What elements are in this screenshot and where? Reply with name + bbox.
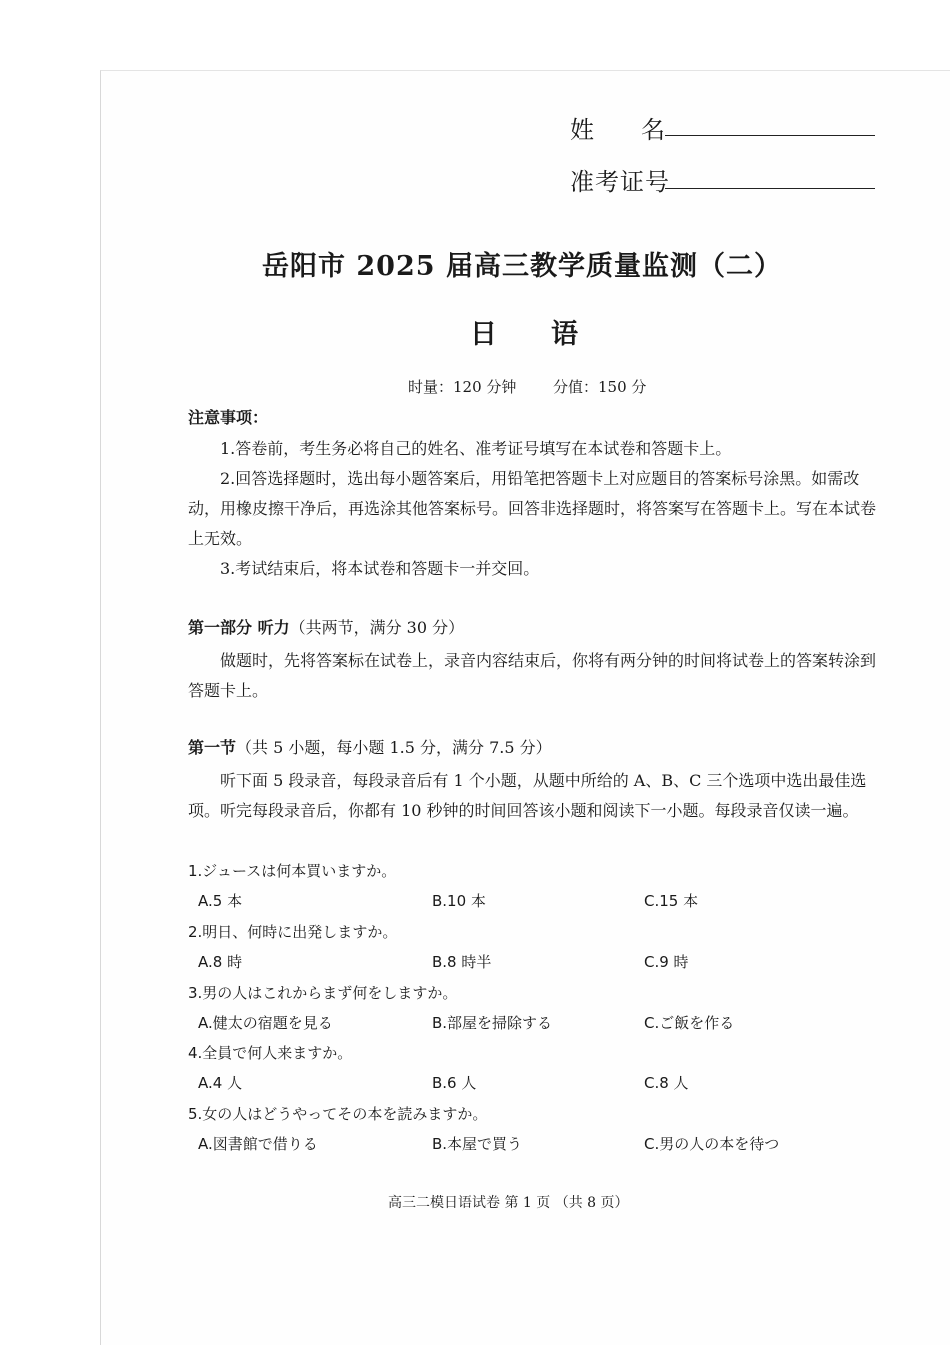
- question-2-option-c[interactable]: C.9 時: [644, 953, 689, 971]
- name-input-line[interactable]: [665, 135, 875, 136]
- name-label-char-2: 名: [641, 116, 666, 144]
- note-item-2: 2.回答选择题时，选出每小题答案后，用铅笔把答题卡上对应题目的答案标号涂黑。如需改动，用橡皮擦干净后，再选涂其他答案标号。回答非选择题时，将答案写在答题卡上。写在本试卷上无效。: [188, 469, 877, 548]
- part1-heading-bold: 第一部分 听力: [188, 618, 290, 637]
- exam-time: 时量：120 分钟: [408, 378, 517, 396]
- question-3-option-b[interactable]: B.部屋を掃除する: [432, 1014, 553, 1032]
- subject-title: 日 语: [470, 319, 578, 350]
- part1-heading-rest: （共两节，满分 30 分）: [289, 618, 465, 637]
- section1-heading-rest: （共 5 小题，每小题 1.5 分，满分 7.5 分）: [236, 738, 552, 757]
- question-1-option-a[interactable]: A.5 本: [198, 892, 243, 910]
- question-4: 4.全員で何人来ますか。: [188, 1044, 353, 1062]
- page-title: 岳阳市 2025 届高三教学质量监测（二）: [262, 251, 782, 282]
- section1-heading: [188, 733, 552, 763]
- section1-instructions: 听下面 5 段录音，每段录音后有 1 个小题，从题中所给的 A、B、C 三个选项中选出最佳选项。听完每段录音后，你都有 10 秒钟的时间回答该小题和阅读下一小题。每段录音仅读一遍。: [188, 771, 867, 820]
- question-5-option-b[interactable]: B.本屋で買う: [432, 1135, 523, 1153]
- question-2-option-a[interactable]: A.8 時: [198, 953, 243, 971]
- exam-score: 分值：150 分: [553, 378, 647, 396]
- exam-id-input-line[interactable]: [665, 188, 875, 189]
- question-4-option-a[interactable]: A.4 人: [198, 1074, 243, 1092]
- question-4-option-c[interactable]: C.8 人: [644, 1074, 689, 1092]
- question-1-option-c[interactable]: C.15 本: [644, 892, 699, 910]
- section1-heading-bold: 第一节: [188, 738, 237, 757]
- question-2: 2.明日、何時に出発しますか。: [188, 923, 398, 941]
- name-label: [570, 110, 666, 145]
- name-label-char-1: 姓: [570, 116, 595, 144]
- question-3-option-c[interactable]: C.ご飯を作る: [644, 1014, 735, 1032]
- question-5-option-a[interactable]: A.図書館で借りる: [198, 1135, 318, 1153]
- page-footer: 高三二模日语试卷 第 1 页 （共 8 页）: [388, 1195, 629, 1211]
- question-2-option-b[interactable]: B.8 時半: [432, 953, 492, 971]
- question-3: 3.男の人はこれからまず何をしますか。: [188, 984, 458, 1002]
- question-1: 1.ジュースは何本買いますか。: [188, 862, 397, 880]
- note-item-1: 1.答卷前，考生务必将自己的姓名、准考证号填写在本试卷和答题卡上。: [220, 439, 732, 458]
- question-3-option-a[interactable]: A.健太の宿題を見る: [198, 1014, 333, 1032]
- question-5: 5.女の人はどうやってその本を読みますか。: [188, 1105, 488, 1123]
- question-4-option-b[interactable]: B.6 人: [432, 1074, 477, 1092]
- note-item-3: 3.考试结束后，将本试卷和答题卡一并交回。: [220, 559, 540, 578]
- part1-heading: [188, 613, 464, 643]
- question-5-option-c[interactable]: C.男の人の本を待つ: [644, 1135, 780, 1153]
- exam-id-label: 准考证号: [570, 168, 670, 196]
- question-1-option-b[interactable]: B.10 本: [432, 892, 486, 910]
- part1-instructions: 做题时，先将答案标在试卷上，录音内容结束后，你将有两分钟的时间将试卷上的答案转涂到答题卡上。: [188, 651, 877, 700]
- notes-heading: 注意事项：: [188, 408, 269, 427]
